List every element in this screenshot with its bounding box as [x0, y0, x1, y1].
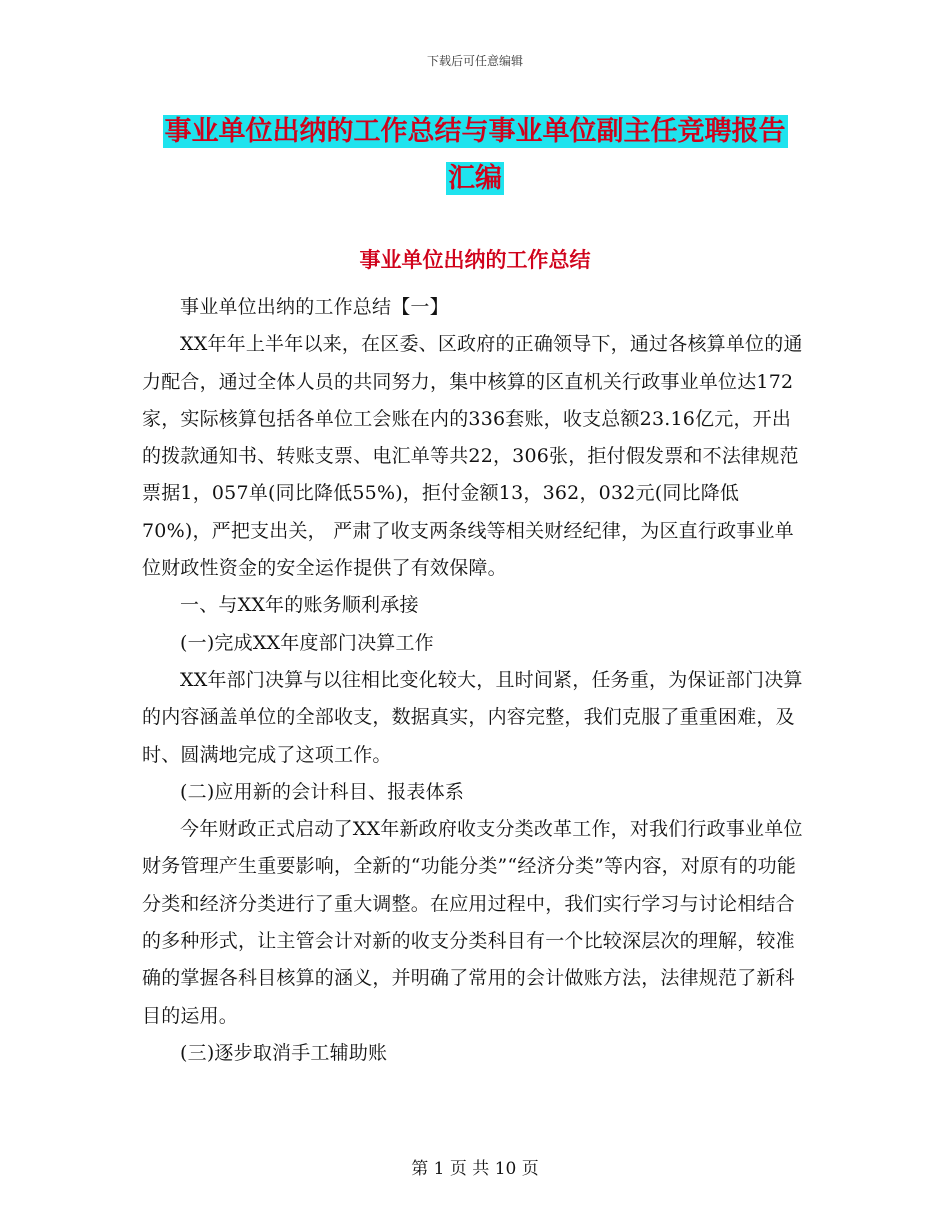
title-line-2: 汇编 — [448, 163, 502, 194]
section-title: 事业单位出纳的工作总结 — [359, 248, 591, 272]
document-title — [150, 108, 800, 202]
page-footer: 第 1 页 共 10 页 — [411, 1159, 539, 1179]
paragraph: XX年年上半年以来，在区委、区政府的正确领导下，通过各核算单位的通力配合，通过全体人员的共同努力，集中核算的区直机关行政事业单位达172家，实际核算包括各单位工会账在内的336套账，收支总额23.16亿元，开出的拨款通知书、转账支票、电汇单等共22，306张，拒付假发票和不法律规范票据1，057单(同比降低55%)，拒付金额13，362，032元(同比降低70%)，严把支出关， 严肃了收支两条线等相关财经纪律，为区直行政事业单位财政性资金的安全运作提供了有效保障。 — [142, 333, 803, 580]
title-line-1: 事业单位出纳的工作总结与事业单位副主任竞聘报告 — [164, 116, 786, 147]
paragraph: XX年部门决算与以往相比变化较大，且时间紧，任务重，为保证部门决算的内容涵盖单位的全部收支，数据真实，内容完整，我们克服了重重困难，及时、圆满地完成了这项工作。 — [142, 668, 803, 766]
paragraph: (二)应用新的会计科目、报表体系 — [180, 780, 465, 803]
paragraph: 今年财政正式启动了XX年新政府收支分类改革工作，对我们行政事业单位财务管理产生重要影响，全新的“功能分类”“经济分类”等内容，对原有的功能分类和经济分类进行了重大调整。在应用过程中，我们实行学习与讨论相结合的多种形式，让主管会计对新的收支分类科目有一个比较深层次的理解，较准确的掌握各科目核算的涵义，并明确了常用的会计做账方法，法律规范了新科目的运用。 — [142, 818, 803, 1027]
page-header: 下载后可任意编辑 — [426, 54, 523, 68]
paragraph: 事业单位出纳的工作总结【一】 — [180, 296, 449, 318]
paragraph: (一)完成XX年度部门决算工作 — [180, 631, 434, 654]
paragraph: (三)逐步取消手工辅助账 — [180, 1041, 388, 1064]
paragraph: 一、与XX年的账务顺利承接 — [180, 594, 419, 617]
document-body — [142, 289, 806, 1072]
